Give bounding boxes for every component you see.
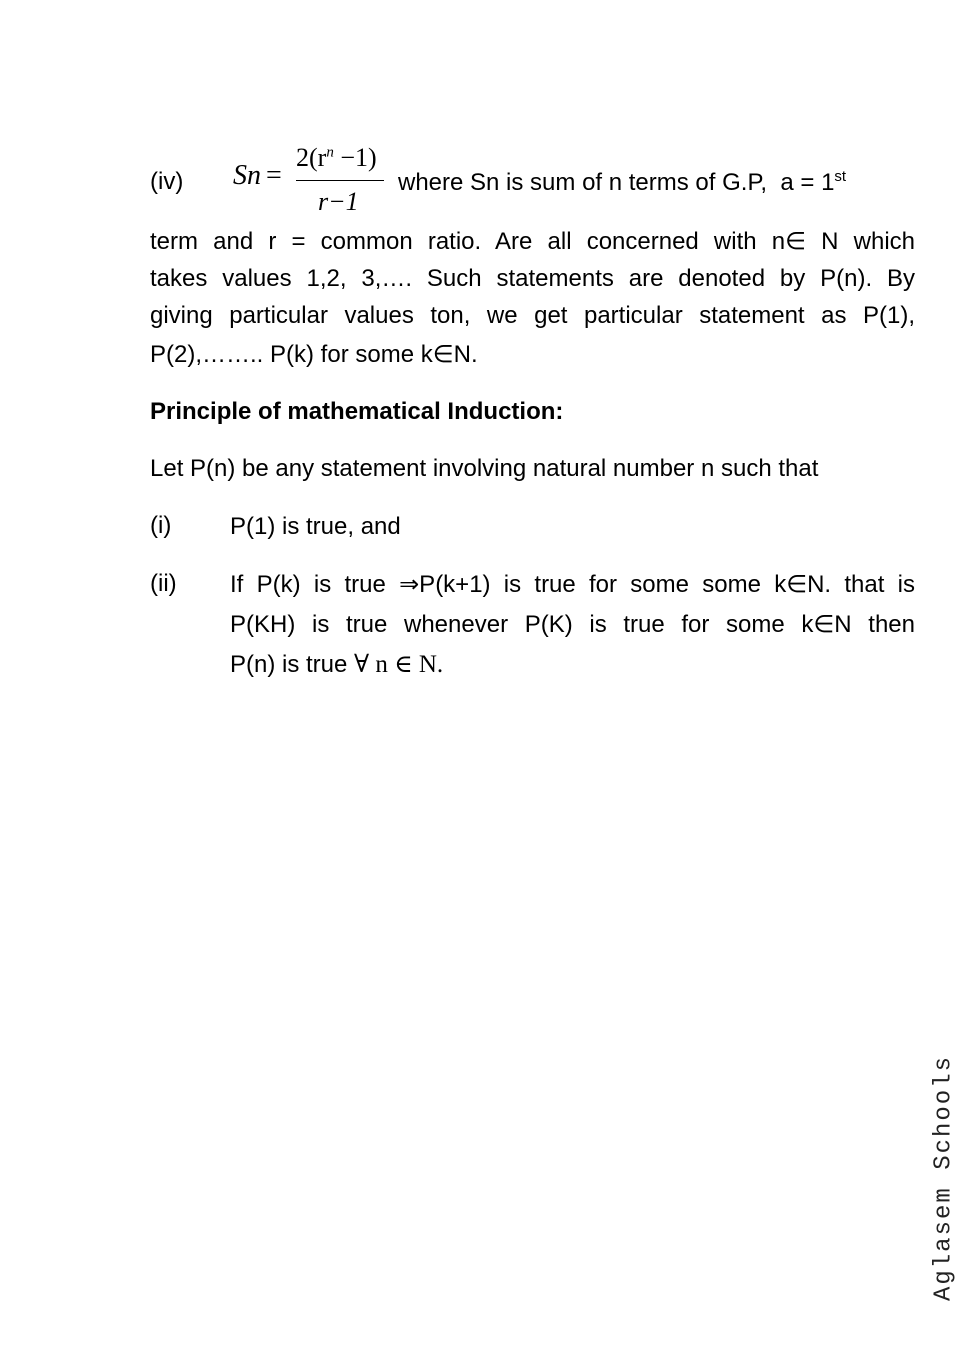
fraction-bar <box>296 180 384 181</box>
item-text: P(1) is true, and <box>230 513 401 540</box>
item-label-iv: (iv) <box>150 168 184 195</box>
paragraph-line: term and r = common ratio. Are all concerned with n∈ N which <box>150 228 915 255</box>
ordinal-suffix: st <box>834 168 847 185</box>
trailing-text: where Sn is sum of n terms of G.P, a = 1 <box>398 169 835 196</box>
paragraph-line: takes values 1,2, 3,…. Such statements are denoted by P(n). By <box>150 265 915 292</box>
item-label-ii: (ii) <box>150 570 177 597</box>
intro-text: Let P(n) be any statement involving natural number n such that <box>150 455 819 482</box>
section-heading: Principle of mathematical Induction: <box>150 398 564 425</box>
formula-lhs: Sn <box>233 160 261 191</box>
formula-trailing-text <box>398 168 846 197</box>
item-text: If P(k) is true ⇒P(k+1) is true for some some k∈N. that is <box>230 571 915 598</box>
item-text-prefix: P(n) is true <box>230 651 355 678</box>
formula-denominator: r−1 <box>318 187 359 216</box>
paragraph-line: P(2),…….. P(k) for some k∈N. <box>150 341 478 368</box>
item-text <box>230 650 915 680</box>
forall-expression: ∀ n ∈ N. <box>354 651 444 678</box>
numerator-exponent: n <box>326 144 334 161</box>
paragraph-line: giving particular values ton, we get particular statement as P(1), <box>150 302 915 329</box>
item-text: P(KH) is true whenever P(K) is true for some k∈N then <box>230 611 915 638</box>
numerator-prefix: 2(r <box>296 143 327 172</box>
numerator-suffix: −1) <box>333 143 377 172</box>
watermark: Aglasem Schools <box>930 1054 958 1302</box>
item-label-i: (i) <box>150 512 172 539</box>
formula-equals: = <box>266 160 282 191</box>
formula-numerator <box>296 143 377 173</box>
